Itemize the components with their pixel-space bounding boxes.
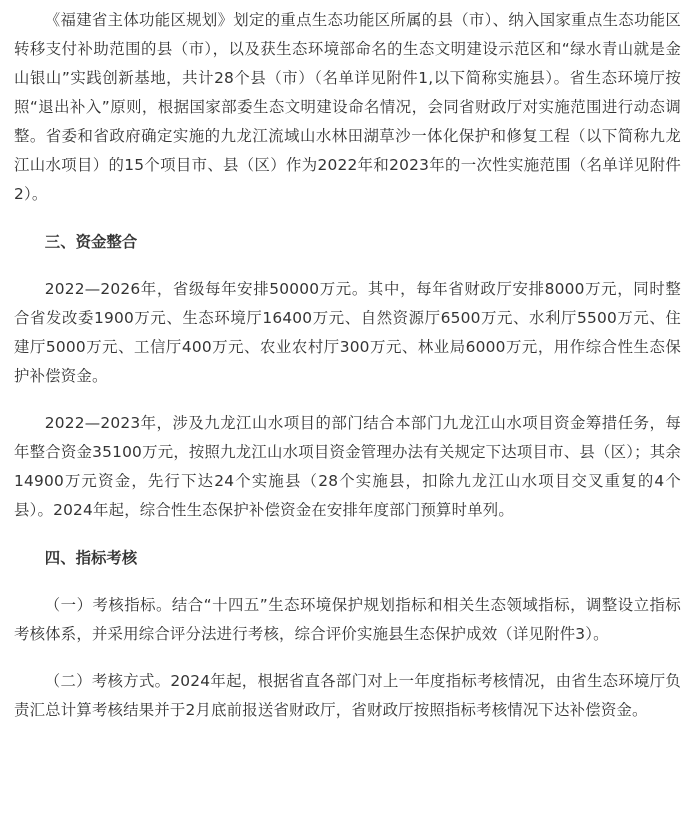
- paragraph-annual-funding: 2022—2026年，省级每年安排50000万元。其中，每年省财政厅安排8000万元，同时整合省发改委1900万元、生态环境厅16400万元、自然资源厅6500万元、水利厅5500万元、住建厅5000万元、工信厅400万元、农业农村厅300万元、林业局6000万元，用作综合性生态保护补偿资金。: [14, 280, 681, 385]
- paragraph-assessment-method: （二）考核方式。2024年起，根据省直各部门对上一年度指标考核情况，由省生态环境厅负责汇总计算考核结果并于2月底前报送省财政厅，省财政厅按照指标考核情况下达补偿资金。: [14, 672, 681, 719]
- paragraph-implementation-scope: 《福建省主体功能区规划》划定的重点生态功能区所属的县（市）、纳入国家重点生态功能区转移支付补助范围的县（市），以及获生态环境部命名的生态文明建设示范区和“绿水青山就是金山银山”实践创新基地，共计28个县（市）（名单详见附件1,以下简称实施县）。省生态环境厅按照“退出补入”原则，根据国家部委生态文明建设命名情况，会同省财政厅对实施范围进行动态调整。省委和省政府确定实施的九龙江流域山水林田湖草沙一体化保护和修复工程（以下简称九龙江山水项目）的15个项目市、县（区）作为2022年和2023年的一次性实施范围（名单详见附件2）。: [14, 11, 681, 203]
- section-heading-fund-integration: 三、资金整合: [44, 233, 138, 251]
- section-heading-indicator-assessment: 四、指标考核: [44, 549, 138, 567]
- paragraph-jiulong-river-funding: 2022—2023年，涉及九龙江山水项目的部门结合本部门九龙江山水项目资金筹措任务，每年整合资金35100万元，按照九龙江山水项目资金管理办法有关规定下达项目市、县（区）；其余14900万元资金，先行下达24个实施县（28个实施县，扣除九龙江山水项目交叉重复的4个县）。2024年起，综合性生态保护补偿资金在安排年度部门预算时单列。: [14, 414, 681, 519]
- paragraph-assessment-indicators: （一）考核指标。结合“十四五”生态环境保护规划指标和相关生态领域指标，调整设立指标考核体系，并采用综合评分法进行考核，综合评价实施县生态保护成效（详见附件3）。: [14, 596, 681, 643]
